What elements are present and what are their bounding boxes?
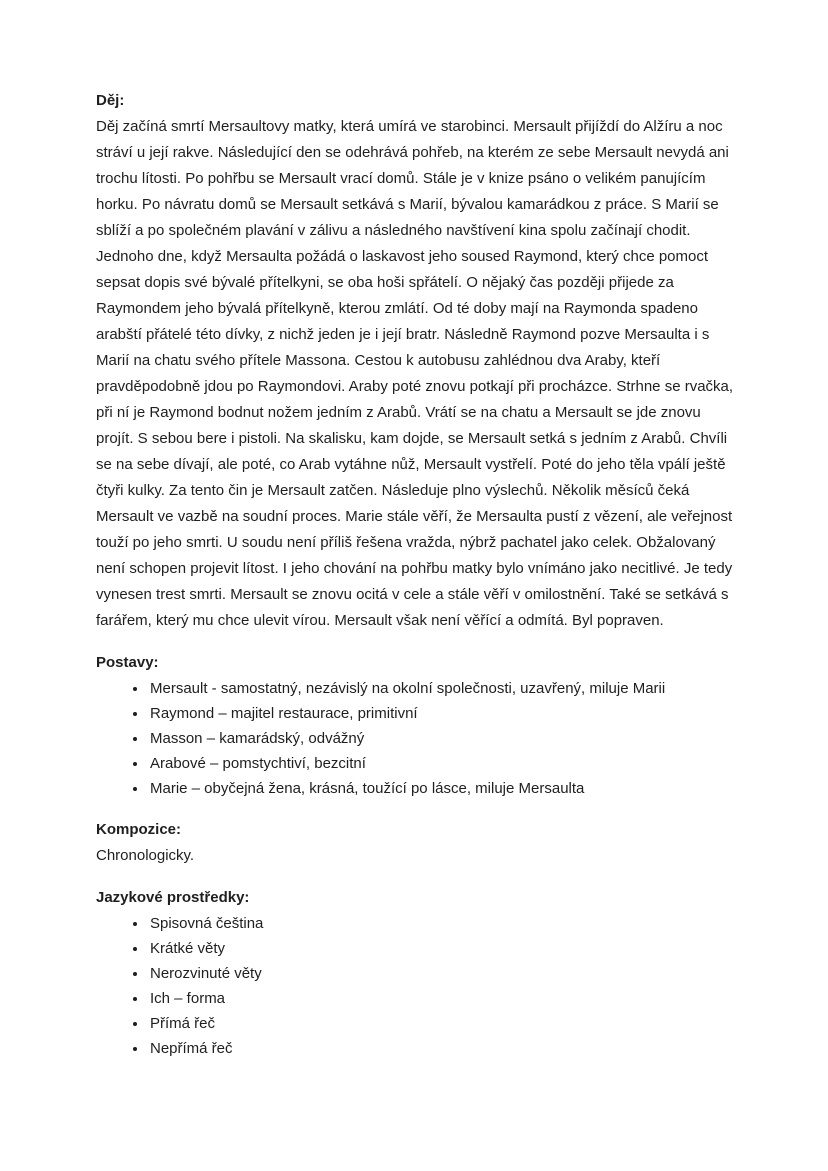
list-item: • Ich – forma — [148, 986, 738, 1011]
list-item: • Spisovná čeština — [148, 911, 738, 936]
list-item: • Nerozvinuté věty — [148, 961, 738, 986]
characters-list — [96, 676, 738, 801]
plot-paragraph: Děj začíná smrtí Mersaultovy matky, která umírá ve starobinci. Mersault přijíždí do Alžíru a noc stráví u její rakve. Následující den se odehrává pohřeb, na kterém ze sebe Mersault nevydá ani trochu lítosti. Po pohřbu se Mersault vrací domů. Stále je v knize psáno o velikém panujícím horku. Po návratu domů se Mersault setkává s Marií, bývalou kamarádkou z práce. S Marií se sblíží a po společném plavání v zálivu a následného navštívení kina spolu začínají chodit. Jednoho dne, když Mersaulta požádá o laskavost jeho soused Raymond, který chce pomoct sepsat dopis své bývalé přítelkyni, se oba hoši spřátelí. O nějaký čas později přijede za Raymondem jeho bývalá přítelkyně, kterou zmlátí. Od té doby mají na Raymonda spadeno arabští přátelé této dívky, z nichž jeden je i její bratr. Následně Raymond pozve Mersaulta i s Marií na chatu svého přítele Massona. Cestou k autobusu zahlédnou dva Araby, kteří pravděpodobně jdou po Raymondovi. Araby poté znovu potkají při procházce. Strhne se rvačka, při ní je Raymond bodnut nožem jedním z Arabů. Vrátí se na chatu a Mersault se jde znovu projít. S sebou bere i pistoli. Na skalisku, kam dojde, se Mersault setká s jedním z Arabů. Chvíli se na sebe dívají, ale poté, co Arab vytáhne nůž, Mersault vystřelí. Poté do jeho těla vpálí ještě čtyři kulky. Za tento čin je Mersault zatčen. Následuje plno výslechů. Několik měsíců čeká Mersault ve vazbě na soudní proces. Marie stále věří, že Mersaulta pustí z vězení, ale veřejnost touží po jeho smrti. U soudu není příliš řešena vražda, nýbrž pachatel jako celek. Obžalovaný není schopen projevit lítost. I jeho chování na pohřbu matky bylo vnímáno jako necitlivé. Je tedy vynesen trest smrti. Mersault se znovu ocitá v cele a stále věří v omilostnění. Také se setkává s farářem, který mu chce ulevit vírou. Mersault však není věřící a odmítá. Byl popraven. — [96, 118, 734, 629]
section-composition — [96, 817, 738, 869]
composition-heading: Kompozice: — [96, 821, 182, 838]
list-item: • Nepřímá řeč — [148, 1036, 738, 1061]
list-item: • Krátké věty — [148, 936, 738, 961]
list-item: • Přímá řeč — [148, 1011, 738, 1036]
section-characters — [96, 650, 738, 801]
list-item: • Arabové – pomstychtiví, bezcitní — [148, 751, 738, 776]
list-item: • Raymond – majitel restaurace, primitivní — [148, 701, 738, 726]
plot-heading: Děj: — [96, 92, 125, 109]
section-language-devices — [96, 885, 738, 1061]
language-devices-list — [96, 911, 738, 1061]
characters-heading: Postavy: — [96, 654, 159, 671]
list-item: • Mersault - samostatný, nezávislý na okolní společnosti, uzavřený, miluje Marii — [148, 676, 738, 701]
composition-text: Chronologicky. — [96, 847, 195, 864]
language-devices-heading: Jazykové prostředky: — [96, 889, 250, 906]
list-item: • Masson – kamarádský, odvážný — [148, 726, 738, 751]
list-item: • Marie – obyčejná žena, krásná, toužící po lásce, miluje Mersaulta — [148, 776, 738, 801]
section-plot — [96, 88, 738, 634]
